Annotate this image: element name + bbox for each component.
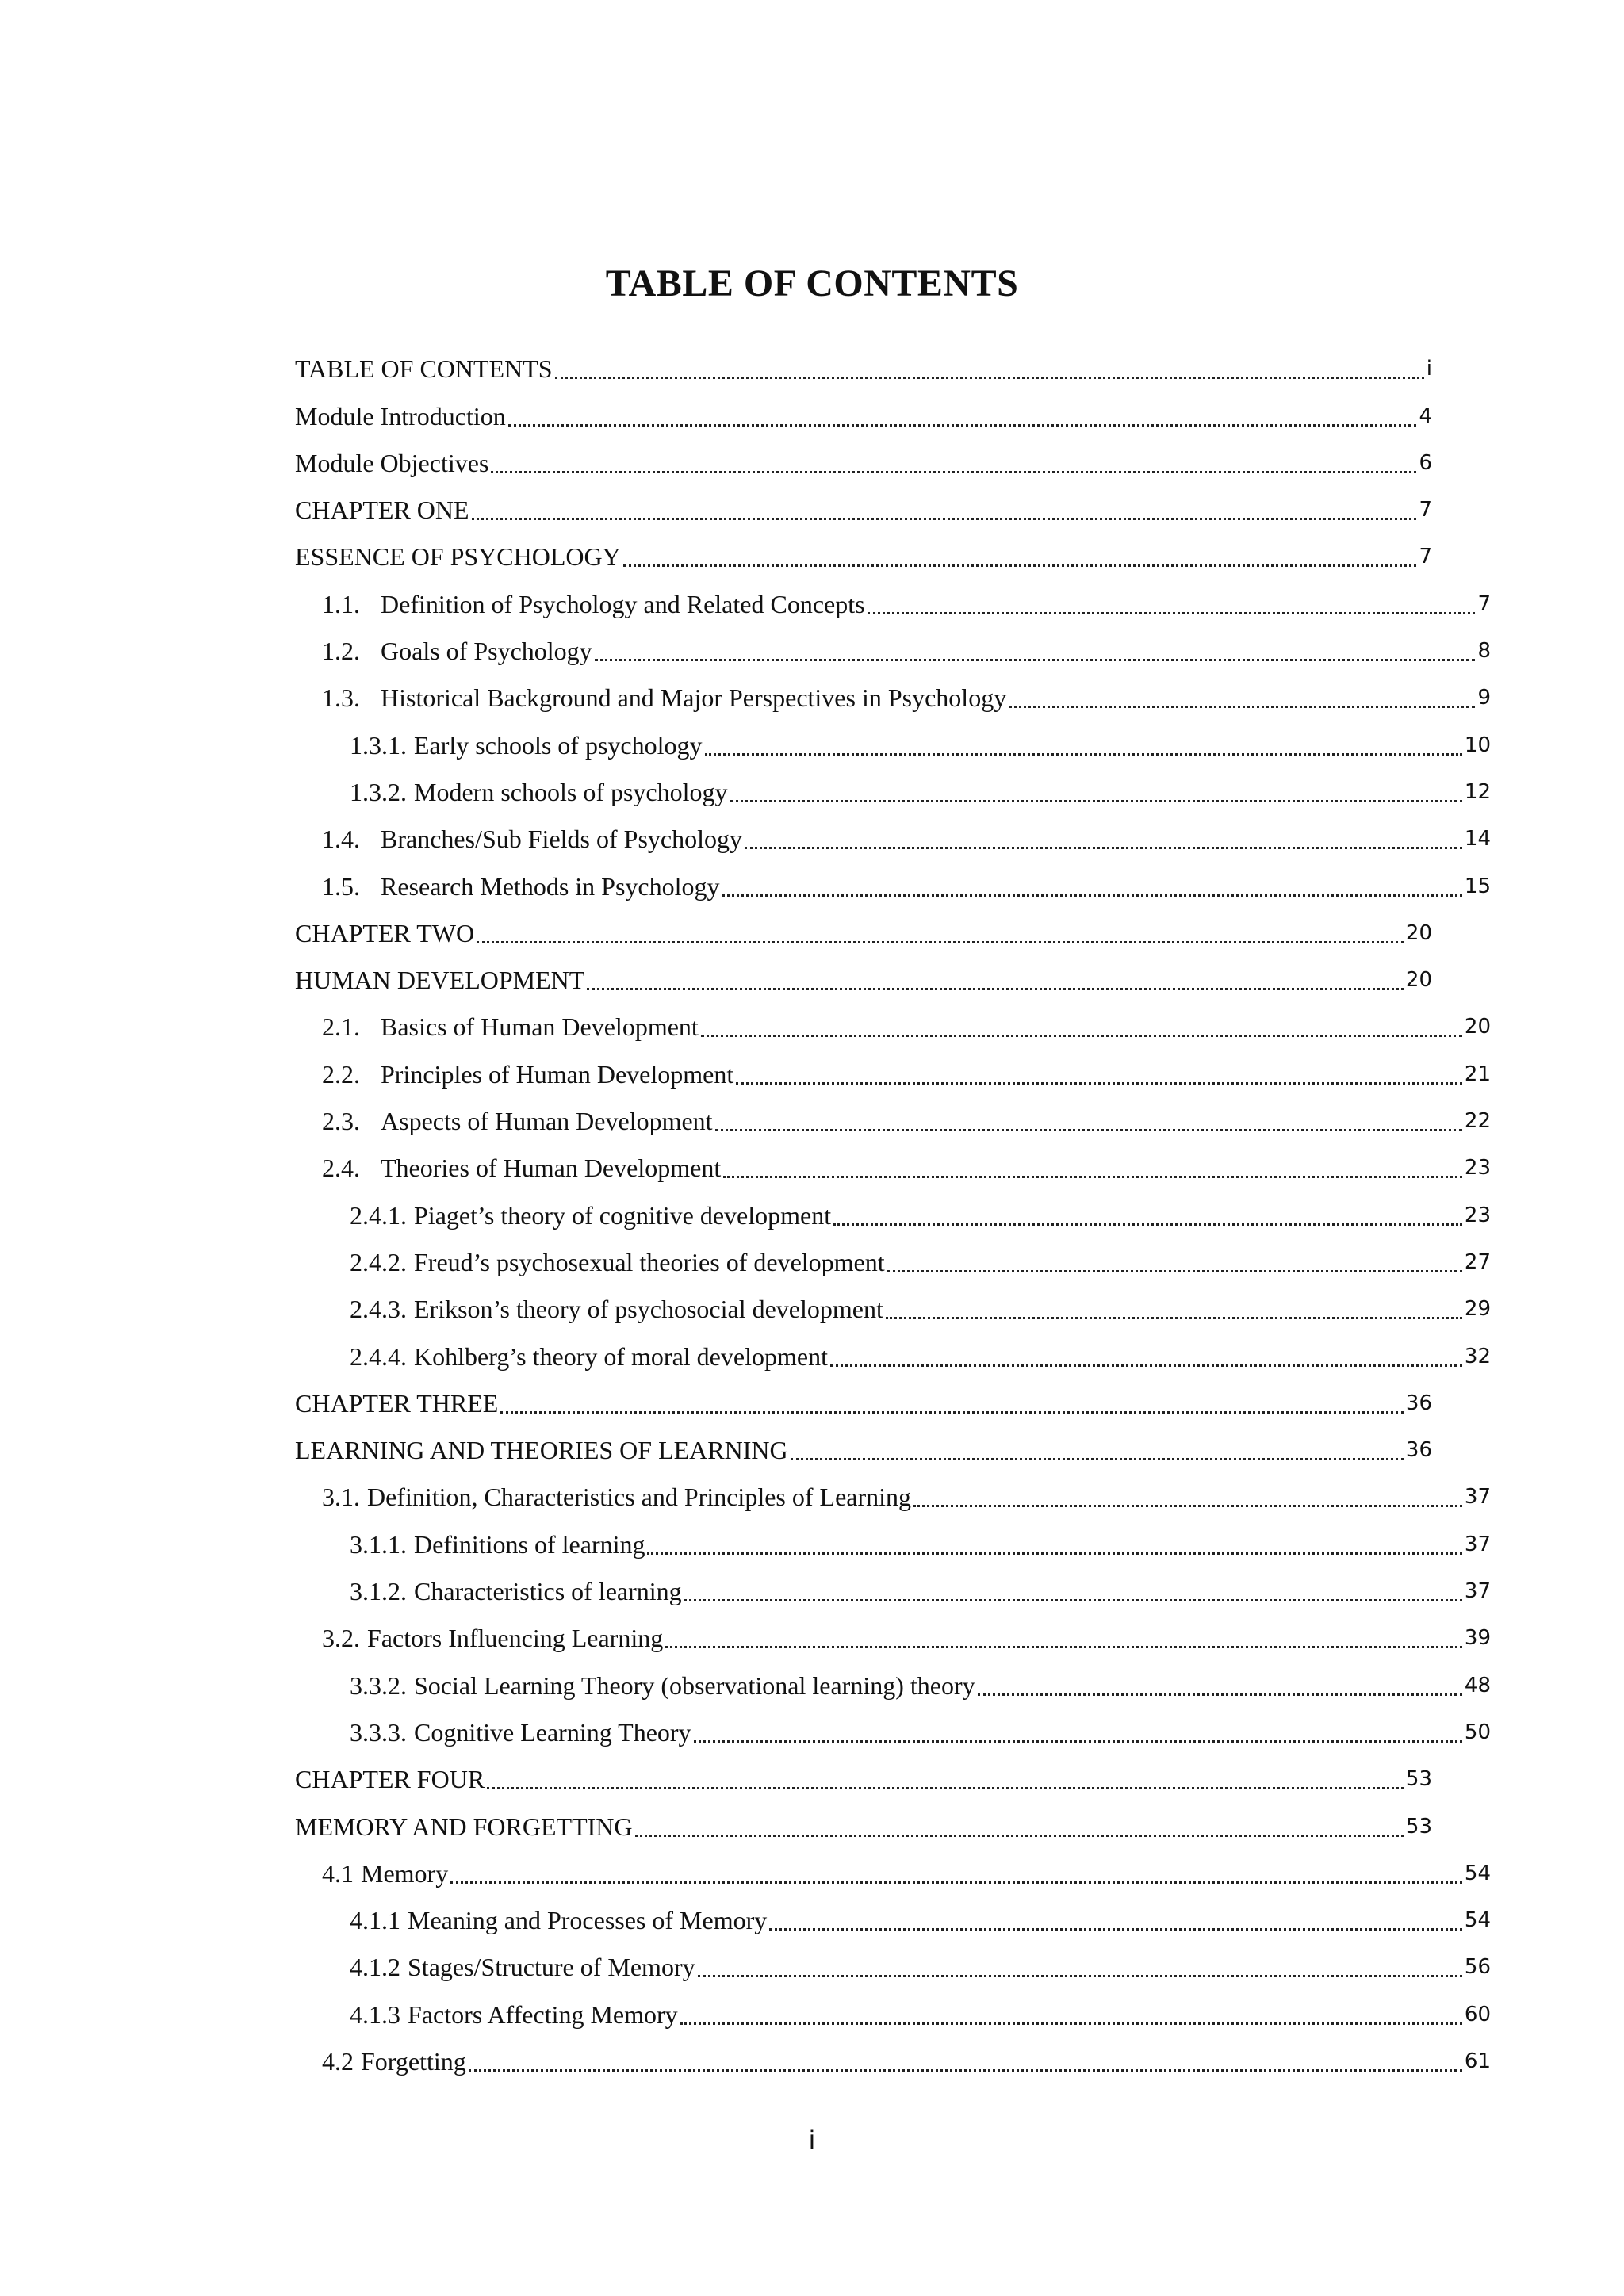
toc-entry-title: Module Objectives (295, 448, 489, 477)
toc-list (295, 339, 1491, 2079)
toc-entry-number: 1.5. (322, 871, 360, 901)
toc-entry-page: 50 (1464, 1720, 1491, 1744)
toc-entry-number: 1.2. (322, 637, 360, 666)
toc-entry-page: 12 (1464, 779, 1491, 804)
toc-entry-page: 20 (1405, 968, 1432, 993)
toc-entry-page: 36 (1405, 1391, 1432, 1415)
dot-leader (730, 799, 1462, 802)
toc-entry-title: Principles of Human Development (381, 1059, 734, 1089)
toc-entry[interactable] (295, 856, 1491, 903)
toc-entry[interactable] (295, 1703, 1491, 1750)
toc-entry[interactable] (295, 480, 1432, 527)
toc-entry-title: MEMORY AND FORGETTING (295, 1812, 633, 1841)
toc-entry-number: 1.3. (322, 683, 360, 713)
toc-entry-title: CHAPTER ONE (295, 496, 469, 525)
toc-entry[interactable] (295, 951, 1432, 997)
toc-entry-page: 22 (1464, 1109, 1491, 1134)
toc-entry-title: Early schools of psychology (414, 730, 703, 760)
dot-leader (868, 611, 1476, 614)
dot-leader (623, 564, 1417, 567)
toc-entry-page: 39 (1464, 1626, 1491, 1651)
toc-entry-title: Definition, Characteristics and Principles of Learning (367, 1483, 912, 1512)
toc-entry-number: 3.3.3. (350, 1717, 407, 1747)
toc-entry-page: 36 (1405, 1438, 1432, 1463)
toc-entry-number: 2.4.4. (350, 1341, 407, 1371)
toc-entry[interactable] (295, 1514, 1491, 1561)
dot-leader (698, 1974, 1462, 1977)
toc-entry-number: 1.4. (322, 825, 360, 854)
toc-entry-title: TABLE OF CONTENTS (295, 354, 553, 384)
toc-entry-number: 2.4.3. (350, 1295, 407, 1324)
toc-entry-number: 2.1. (322, 1012, 360, 1042)
dot-leader (791, 1457, 1404, 1460)
dot-leader (978, 1693, 1462, 1696)
toc-entry[interactable] (295, 1044, 1491, 1091)
toc-entry[interactable] (295, 2032, 1491, 2079)
dot-leader (769, 1927, 1462, 1931)
toc-entry-page: 23 (1464, 1156, 1491, 1181)
toc-entry-page: 7 (1419, 545, 1432, 569)
dot-leader (500, 1410, 1404, 1414)
toc-entry[interactable] (295, 574, 1491, 621)
dot-leader (587, 987, 1404, 990)
toc-entry-title: CHAPTER THREE (295, 1388, 499, 1418)
dot-leader (722, 894, 1462, 897)
toc-entry-title: Stages/Structure of Memory (408, 1953, 695, 1982)
dot-leader (715, 1128, 1462, 1131)
toc-entry-title: Goals of Psychology (381, 637, 592, 666)
toc-entry-title: Forgetting (361, 2046, 466, 2076)
toc-entry-page: 6 (1419, 450, 1432, 475)
toc-entry-page: 32 (1464, 1344, 1491, 1368)
toc-entry-page: 10 (1464, 733, 1491, 757)
toc-entry[interactable] (295, 809, 1491, 856)
toc-entry[interactable] (295, 1374, 1432, 1421)
toc-entry[interactable] (295, 1891, 1491, 1938)
toc-entry-number: 4.1 (322, 1858, 354, 1888)
toc-entry-number: 1.3.2. (350, 777, 407, 806)
toc-entry-page: 54 (1464, 1908, 1491, 1933)
toc-entry-number: 2.4. (322, 1154, 360, 1183)
toc-entry-page: 20 (1405, 920, 1432, 945)
toc-entry-page: 21 (1464, 1062, 1491, 1086)
toc-entry[interactable] (295, 386, 1432, 433)
toc-entry-page: 29 (1464, 1297, 1491, 1322)
toc-entry-number: 3.1.2. (350, 1577, 407, 1606)
toc-entry-page: 14 (1464, 827, 1491, 851)
toc-entry[interactable] (295, 1797, 1432, 1843)
toc-entry-title: Definition of Psychology and Related Concepts (381, 589, 865, 618)
toc-entry-page: 9 (1477, 686, 1491, 710)
toc-entry[interactable] (295, 715, 1491, 762)
toc-entry-page: 61 (1464, 2049, 1491, 2073)
toc-entry[interactable] (295, 1233, 1491, 1280)
toc-entry-title: Social Learning Theory (observational learning) theory (414, 1670, 975, 1700)
toc-entry[interactable] (295, 1562, 1491, 1609)
toc-entry-page: 4 (1419, 404, 1432, 428)
toc-entry-number: 2.4.2. (350, 1247, 407, 1276)
toc-entry-title: Aspects of Human Development (381, 1107, 713, 1136)
toc-entry[interactable] (295, 1468, 1491, 1514)
toc-entry[interactable] (295, 1938, 1491, 1984)
toc-entry-number: 1.3.1. (350, 730, 407, 760)
toc-entry-page: 60 (1464, 2002, 1491, 2026)
toc-entry-number: 3.1. (322, 1483, 360, 1512)
toc-entry-title: Freud’s psychosexual theories of development (414, 1247, 885, 1276)
dot-leader (647, 1552, 1461, 1555)
toc-entry-page: 27 (1464, 1249, 1491, 1274)
dot-leader (736, 1081, 1462, 1085)
dot-leader (833, 1223, 1462, 1226)
toc-entry[interactable] (295, 434, 1432, 480)
dot-leader (665, 1645, 1462, 1648)
toc-entry-title: Research Methods in Psychology (381, 871, 720, 901)
dot-leader (508, 423, 1417, 427)
toc-entry-page: 7 (1477, 591, 1491, 616)
toc-entry[interactable] (295, 904, 1432, 951)
toc-entry-page: 20 (1464, 1015, 1491, 1039)
dot-leader (477, 940, 1404, 943)
dot-leader (472, 517, 1417, 520)
toc-entry[interactable] (295, 339, 1432, 386)
toc-entry[interactable] (295, 763, 1491, 809)
toc-entry-title: Characteristics of learning (414, 1577, 682, 1606)
dot-leader (694, 1739, 1462, 1743)
toc-entry-number: 2.4.1. (350, 1200, 407, 1230)
toc-entry[interactable] (295, 1844, 1491, 1891)
toc-entry-page: 15 (1464, 874, 1491, 898)
dot-leader (635, 1834, 1404, 1837)
dot-leader (491, 470, 1416, 473)
toc-entry-number: 1.1. (322, 589, 360, 618)
toc-entry-number: 4.1.3 (350, 1999, 400, 2029)
dot-leader (705, 752, 1462, 756)
toc-entry-title: Factors Affecting Memory (408, 1999, 678, 2029)
toc-entry-number: 4.1.2 (350, 1953, 400, 1982)
toc-entry[interactable] (295, 1750, 1432, 1797)
toc-entry-page: 8 (1477, 639, 1491, 664)
toc-entry[interactable] (295, 668, 1491, 715)
toc-entry-title: CHAPTER FOUR (295, 1765, 485, 1794)
dot-leader (1009, 705, 1475, 708)
dot-leader (745, 846, 1462, 849)
dot-leader (469, 2068, 1462, 2072)
toc-entry-title: LEARNING AND THEORIES OF LEARNING (295, 1436, 788, 1465)
toc-entry[interactable] (295, 1655, 1491, 1702)
toc-entry-title: Basics of Human Development (381, 1012, 699, 1042)
toc-entry-title: Definitions of learning (414, 1529, 645, 1559)
toc-entry[interactable] (295, 1138, 1491, 1185)
toc-entry-title: Branches/Sub Fields of Psychology (381, 825, 742, 854)
dot-leader (914, 1504, 1462, 1507)
toc-entry-title: Module Introduction (295, 401, 506, 430)
toc-entry-title: Modern schools of psychology (414, 777, 728, 806)
toc-entry-title: ESSENCE OF PSYCHOLOGY (295, 542, 621, 572)
toc-entry-page: 48 (1464, 1673, 1491, 1697)
toc-entry-title: HUMAN DEVELOPMENT (295, 966, 585, 995)
footer-page-number: i (808, 2125, 816, 2155)
toc-entry[interactable] (295, 1092, 1491, 1138)
toc-entry[interactable] (295, 1280, 1491, 1326)
toc-entry-page: 37 (1464, 1485, 1491, 1510)
toc-entry-page: 53 (1405, 1767, 1432, 1792)
dot-leader (555, 376, 1424, 379)
toc-entry-page: 56 (1464, 1955, 1491, 1980)
dot-leader (595, 658, 1476, 661)
dot-leader (723, 1175, 1462, 1178)
dot-leader (886, 1316, 1462, 1319)
toc-entry-title: CHAPTER TWO (295, 918, 475, 947)
dot-leader (680, 2022, 1462, 2025)
toc-entry-number: 2.2. (322, 1059, 360, 1089)
toc-entry-page: 54 (1464, 1861, 1491, 1885)
toc-entry-title: Memory (361, 1858, 449, 1888)
dot-leader (887, 1269, 1462, 1272)
toc-entry-number: 4.1.1 (350, 1906, 400, 1935)
toc-entry-page: 23 (1464, 1203, 1491, 1227)
dot-leader (450, 1881, 1462, 1884)
toc-entry-title: Historical Background and Major Perspectives in Psychology (381, 683, 1007, 713)
toc-entry-number: 2.3. (322, 1107, 360, 1136)
toc-entry-page: i (1426, 357, 1432, 381)
toc-entry-title: Factors Influencing Learning (367, 1624, 664, 1653)
toc-entry-number: 4.2 (322, 2046, 354, 2076)
dot-leader (487, 1786, 1404, 1789)
toc-entry-title: Meaning and Processes of Memory (408, 1906, 768, 1935)
toc-entry[interactable] (295, 1984, 1491, 2031)
toc-entry[interactable] (295, 527, 1432, 574)
toc-entry-title: Erikson’s theory of psychosocial development (414, 1295, 883, 1324)
dot-leader (684, 1598, 1462, 1601)
toc-entry-page: 53 (1405, 1814, 1432, 1839)
dot-leader (701, 1034, 1462, 1037)
toc-entry-number: 3.2. (322, 1624, 360, 1653)
toc-entry[interactable] (295, 1326, 1491, 1373)
toc-entry-title: Kohlberg’s theory of moral development (414, 1341, 828, 1371)
toc-entry-title: Theories of Human Development (381, 1154, 722, 1183)
page-title: TABLE OF CONTENTS (605, 262, 1019, 304)
toc-entry-number: 3.3.2. (350, 1670, 407, 1700)
toc-entry-number: 3.1.1. (350, 1529, 407, 1559)
toc-entry[interactable] (295, 1609, 1491, 1655)
toc-entry[interactable] (295, 997, 1491, 1044)
toc-entry[interactable] (295, 1185, 1491, 1232)
toc-entry-title: Piaget’s theory of cognitive development (414, 1200, 832, 1230)
toc-entry-page: 7 (1419, 498, 1432, 522)
toc-entry[interactable] (295, 1421, 1432, 1468)
toc-entry-title: Cognitive Learning Theory (414, 1717, 691, 1747)
dot-leader (830, 1364, 1462, 1367)
toc-entry-page: 37 (1464, 1579, 1491, 1604)
toc-entry-page: 37 (1464, 1532, 1491, 1556)
toc-entry[interactable] (295, 622, 1491, 668)
